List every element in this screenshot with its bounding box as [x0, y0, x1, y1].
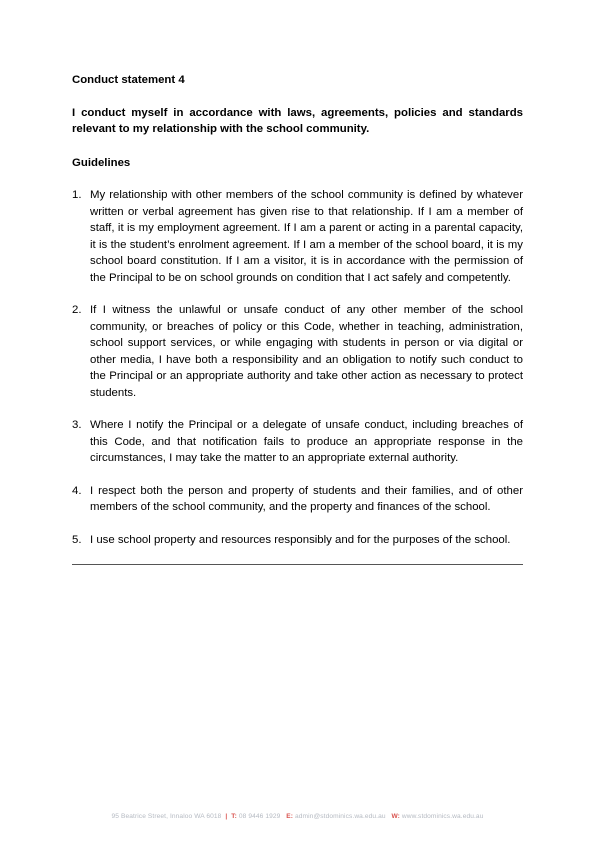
guideline-text: If I witness the unlawful or unsafe conduct of any other member of the school community, or breaches of policy or this Code, whether in teaching, administration, school support services, or while engaging with students in person or via digital or other media, I have both a responsibility and an obligation to notify such conduct to the Principal or an appropriate authority and take other action as necessary to protect students.	[90, 304, 523, 399]
guideline-text: I use school property and resources responsibly and for the purposes of the school.	[90, 533, 511, 546]
guideline-text: Where I notify the Principal or a delegate of unsafe conduct, including breaches of this Code, and that notification fails to produce an appropriate response in the circumstances, I may take the matter to an appropriate external authority.	[90, 419, 523, 464]
conduct-statement-text: I conduct myself in accordance with laws, agreements, policies and standards relevant to my relationship with the school community.	[72, 106, 523, 135]
footer-web: www.stdominics.wa.edu.au	[401, 813, 484, 820]
footer-address: 95 Beatrice Street, Innaloo WA 6018	[111, 813, 222, 820]
footer-phone: 08 9446 1929	[238, 813, 281, 820]
guideline-number: 5.	[72, 533, 82, 546]
footer-phone-label: T:	[231, 813, 237, 820]
guideline-text: I respect both the person and property of students and their families, and of other members of the school community, and the property and finances of the school.	[90, 484, 523, 513]
guideline-item	[72, 483, 523, 516]
document-page	[72, 72, 523, 565]
conduct-statement-heading: Conduct statement 4	[72, 74, 185, 86]
guideline-item	[72, 302, 523, 401]
guideline-number: 4.	[72, 484, 82, 497]
guideline-number: 2.	[72, 304, 82, 316]
section-divider	[72, 564, 523, 565]
guideline-item	[72, 417, 523, 467]
page-footer	[0, 813, 595, 820]
footer-separator: |	[225, 813, 228, 820]
guideline-number: 3.	[72, 419, 82, 431]
footer-email-label: E:	[286, 813, 294, 820]
guideline-item	[72, 532, 523, 549]
footer-email: admin@stdominics.wa.edu.au	[294, 813, 386, 820]
guidelines-list	[72, 187, 523, 548]
guidelines-title: Guidelines	[72, 156, 131, 169]
guideline-text: My relationship with other members of the school community is defined by whatever written or verbal agreement has given rise to that relationship. If I am a member of staff, it is my employment agreement. If I am a parent or acting in a parental capacity, it is the student’s enrolment agreement. If I am a member of the school board, it is my school board constitution. If I am a visitor, it is in accordance with the permission of the Principal to be on school grounds on condition that I act safely and competently.	[90, 189, 523, 284]
guideline-item	[72, 187, 523, 286]
footer-web-label: W:	[391, 813, 400, 820]
guideline-number: 1.	[72, 189, 82, 201]
